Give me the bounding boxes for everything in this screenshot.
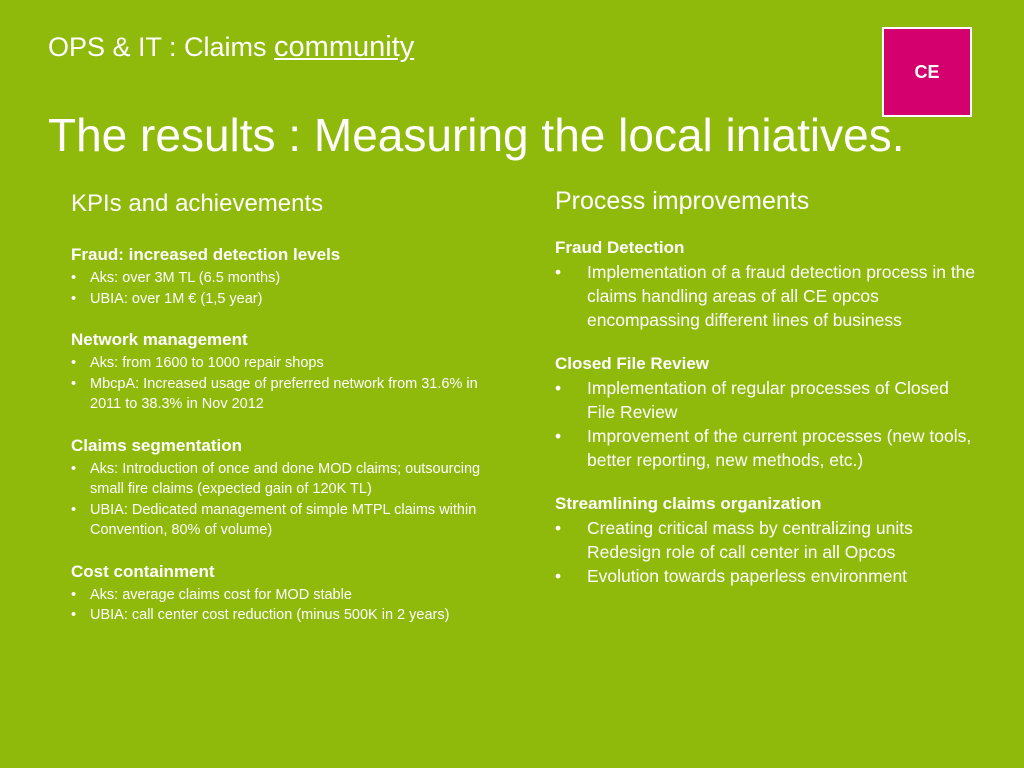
list-item: • Aks: average claims cost for MOD stable: [71, 585, 491, 606]
list-item: • Implementation of a fraud detection process in the claims handling areas of all CE opcos encompassing different lines of business: [555, 262, 976, 330]
section-title: Fraud Detection: [555, 238, 685, 257]
section-title: Closed File Review: [555, 354, 709, 373]
section-title: Streamlining claims organization: [555, 494, 822, 513]
list-item: • MbcpA: Increased usage of preferred network from 31.6% in 2011 to 38.3% in Nov 2012: [71, 375, 478, 412]
bullet-icon: •: [555, 262, 562, 282]
bullet-icon: •: [555, 518, 562, 538]
section-title: Network management: [71, 330, 248, 349]
section-title: Fraud: increased detection levels: [71, 245, 341, 264]
bullet-list: [555, 260, 980, 332]
slide-title: The results : Measuring the local iniatives.: [48, 109, 905, 161]
community-link[interactable]: community: [274, 31, 415, 63]
header-prefix: OPS & IT : Claims: [48, 32, 275, 62]
bullet-list: [71, 353, 491, 415]
bullet-icon: •: [71, 460, 77, 477]
process-section-streamlining: [555, 492, 980, 588]
bullet-icon: •: [71, 375, 77, 392]
section-title: Cost containment: [71, 561, 215, 581]
kpi-section-network: [71, 329, 491, 415]
process-section-review: [555, 352, 980, 472]
slide-header: [48, 30, 414, 65]
list-item: • Improvement of the current processes (new tools, better reporting, new methods, etc.): [555, 426, 972, 470]
bullet-icon: •: [71, 586, 77, 603]
ce-badge: CE: [882, 27, 972, 117]
list-item: • UBIA: call center cost reduction (minus 500K in 2 years): [71, 605, 491, 626]
bullet-list: [555, 376, 980, 472]
bullet-list: [555, 516, 980, 588]
bullet-list: [71, 459, 491, 541]
bullet-icon: •: [71, 270, 77, 286]
list-item: • Aks: Introduction of once and done MOD claims; outsourcing small fire claims (expected gain of 120K TL): [71, 460, 481, 497]
list-item: • Implementation of regular processes of Closed File Review: [555, 378, 949, 422]
bullet-icon: •: [71, 355, 77, 371]
list-item: • Aks: over 3M TL (6.5 months): [71, 268, 491, 289]
process-heading: Process improvements: [555, 187, 810, 215]
kpi-section-fraud: [71, 244, 491, 309]
kpi-section-cost: [71, 561, 491, 626]
list-item: • UBIA: Dedicated management of simple MTPL claims within Convention, 80% of volume): [71, 501, 477, 538]
kpis-column: [71, 190, 491, 646]
kpis-heading: KPIs and achievements: [71, 190, 324, 217]
bullet-list: [71, 585, 491, 626]
process-column: [555, 187, 980, 608]
bullet-icon: •: [71, 607, 77, 623]
bullet-list: [71, 268, 491, 309]
process-section-fraud: [555, 236, 980, 332]
kpi-section-segmentation: [71, 435, 491, 541]
list-item: • UBIA: over 1M € (1,5 year): [71, 289, 491, 310]
bullet-icon: •: [71, 290, 77, 307]
bullet-icon: •: [71, 501, 77, 518]
list-item: • Evolution towards paperless environment: [555, 566, 908, 586]
bullet-icon: •: [555, 566, 562, 586]
bullet-icon: •: [555, 378, 562, 398]
bullet-icon: •: [555, 426, 562, 446]
section-title: Claims segmentation: [71, 435, 242, 455]
list-item: • Aks: from 1600 to 1000 repair shops: [71, 353, 491, 374]
list-item: • Creating critical mass by centralizing units Redesign role of call center in all Opcos: [555, 518, 913, 562]
